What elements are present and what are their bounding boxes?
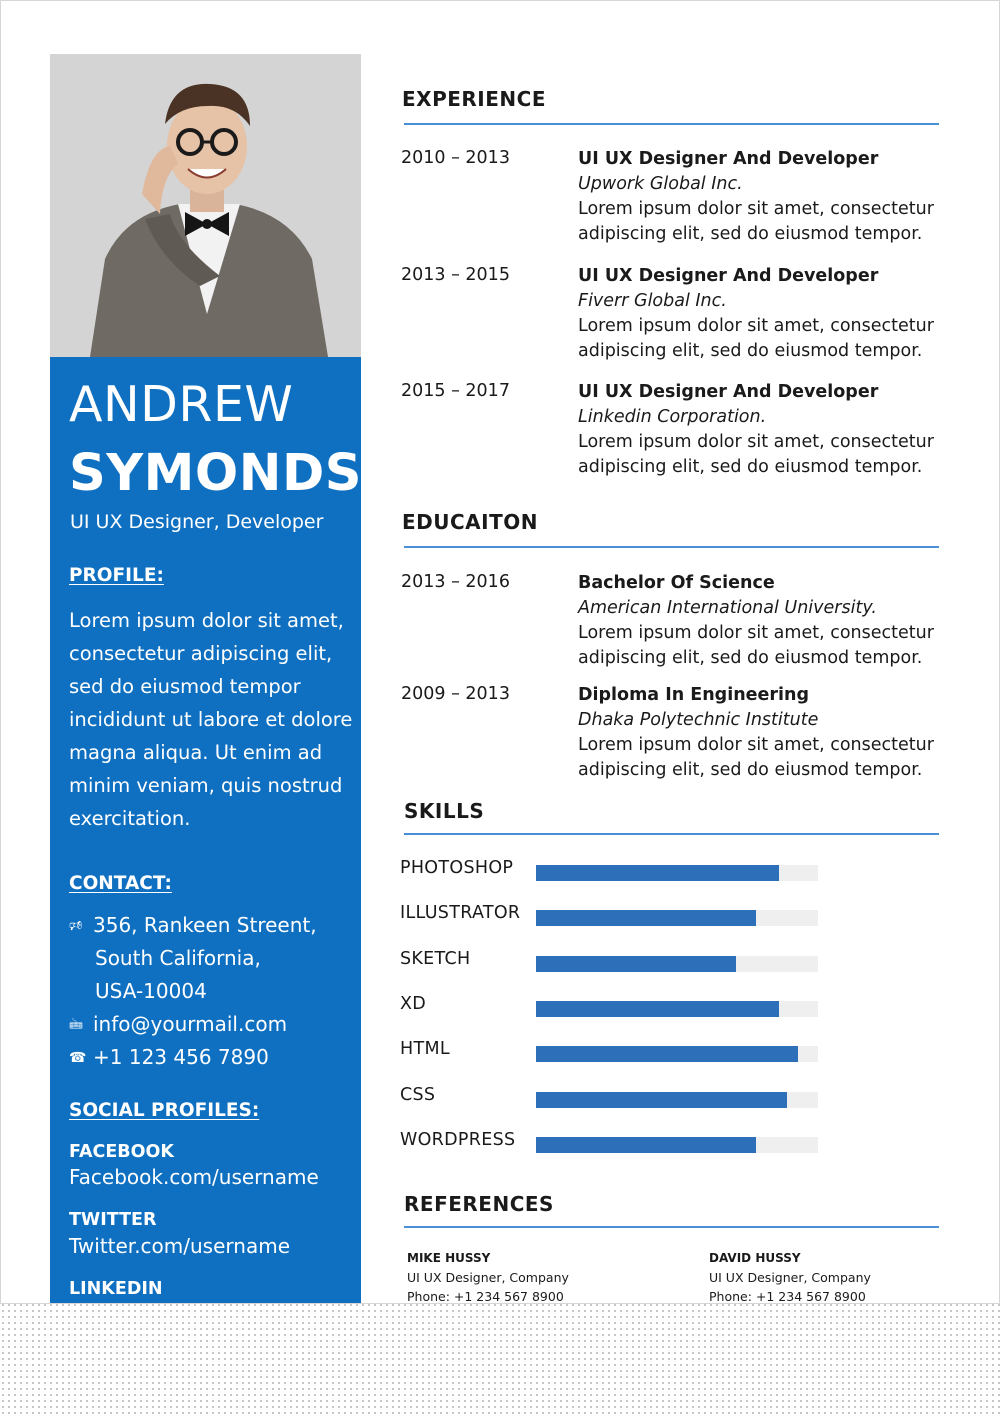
skill-label: ILLUSTRATOR (400, 903, 521, 923)
skill-bar-track (536, 910, 818, 926)
address-line-2: South California, (95, 946, 261, 970)
skills-divider (404, 833, 939, 835)
reference-phone: Phone: +1 234 567 8900 (407, 1289, 564, 1304)
profile-heading: PROFILE: (69, 565, 164, 586)
entry-role: UI UX Designer And Developer (578, 266, 879, 286)
references-heading: REFERENCES (404, 1192, 554, 1216)
skill-bar-track (536, 1046, 818, 1062)
skill-bar-fill (536, 1092, 787, 1108)
entry-role: Diploma In Engineering (578, 685, 810, 705)
experience-entry (578, 147, 948, 247)
skill-label: WORDPRESS (400, 1130, 516, 1150)
skill-bar-fill (536, 1001, 779, 1017)
job-title: UI UX Designer, Developer (70, 511, 324, 533)
skill-label: SKETCH (400, 949, 471, 969)
experience-years: 2010 – 2013 (401, 148, 510, 168)
experience-heading: EXPERIENCE (402, 87, 546, 111)
entry-role: Bachelor Of Science (578, 573, 775, 593)
contact-address (69, 909, 317, 943)
telephone-icon: ☎ (69, 1050, 87, 1066)
skill-label: PHOTOSHOP (400, 858, 514, 878)
reference-name: MIKE HUSSY (407, 1251, 491, 1265)
skill-bar-fill (536, 1046, 798, 1062)
entry-org: Upwork Global Inc. (578, 174, 743, 194)
reference-role: UI UX Designer, Company (709, 1270, 871, 1285)
education-entry (578, 683, 948, 783)
entry-desc: Lorem ipsum dolor sit amet, consectetur adipiscing elit, sed do eiusmod tempor. (578, 735, 934, 780)
education-heading: EDUCAITON (402, 510, 538, 534)
education-years: 2013 – 2016 (401, 572, 510, 592)
skill-label: HTML (400, 1039, 450, 1059)
skill-label: CSS (400, 1085, 436, 1105)
skill-bar-track (536, 1137, 818, 1153)
social-label-facebook: FACEBOOK (69, 1142, 174, 1162)
experience-entry (578, 380, 948, 480)
address-line-1: 356, Rankeen Streent, (93, 913, 317, 937)
experience-years: 2013 – 2015 (401, 265, 510, 285)
skill-bar-track (536, 865, 818, 881)
skill-bar-fill (536, 956, 736, 972)
skill-bar-fill (536, 1137, 756, 1153)
education-years: 2009 – 2013 (401, 684, 510, 704)
social-label-linkedin: LINKEDIN (69, 1279, 163, 1299)
social-heading: SOCIAL PROFILES: (69, 1100, 260, 1121)
entry-desc: Lorem ipsum dolor sit amet, consectetur adipiscing elit, sed do eiusmod tempor. (578, 432, 934, 477)
contact-phone (69, 1041, 269, 1075)
reference-card (407, 1249, 569, 1304)
entry-desc: Lorem ipsum dolor sit amet, consectetur adipiscing elit, sed do eiusmod tempor. (578, 316, 934, 361)
profile-photo (50, 54, 361, 357)
reference-name: DAVID HUSSY (709, 1251, 801, 1265)
last-name: SYMONDS (69, 444, 363, 503)
email-value[interactable]: info@yourmail.com (93, 1012, 288, 1036)
experience-years: 2015 – 2017 (401, 381, 510, 401)
envelope-icon: 🖮 (69, 1017, 83, 1033)
entry-org: Fiverr Global Inc. (578, 291, 727, 311)
reference-role: UI UX Designer, Company (407, 1270, 569, 1285)
portrait-illustration (50, 54, 361, 357)
entry-org: Linkedin Corporation. (578, 407, 767, 427)
social-label-twitter: TWITTER (69, 1210, 157, 1230)
entry-org: Dhaka Polytechnic Institute (578, 710, 819, 730)
entry-desc: Lorem ipsum dolor sit amet, consectetur adipiscing elit, sed do eiusmod tempor. (578, 199, 934, 244)
contact-heading: CONTACT: (69, 873, 172, 894)
education-divider (404, 546, 939, 548)
phone-value: +1 123 456 7890 (93, 1045, 269, 1069)
references-divider (404, 1226, 939, 1228)
skill-bar-track (536, 956, 818, 972)
experience-divider (404, 123, 939, 125)
entry-role: UI UX Designer And Developer (578, 149, 879, 169)
skill-label: XD (400, 994, 427, 1014)
reference-phone: Phone: +1 234 567 8900 (709, 1289, 866, 1304)
entry-role: UI UX Designer And Developer (578, 382, 879, 402)
contact-email (69, 1008, 287, 1042)
social-link-facebook[interactable]: Facebook.com/username (69, 1165, 319, 1189)
address-line-3: USA-10004 (95, 979, 207, 1003)
education-entry (578, 571, 948, 671)
first-name: ANDREW (69, 376, 294, 433)
sidebar (50, 54, 361, 1304)
skill-bar-fill (536, 910, 756, 926)
social-link-twitter[interactable]: Twitter.com/username (69, 1234, 290, 1258)
skill-bar-track (536, 1092, 818, 1108)
megaphone-icon: 🕫 (69, 918, 83, 934)
skills-heading: SKILLS (404, 799, 485, 823)
reference-card (709, 1249, 871, 1304)
skill-bar-fill (536, 865, 779, 881)
profile-text: Lorem ipsum dolor sit amet, consectetur adipiscing elit, sed do eiusmod tempor incididunt ut labore et dolore magna aliqua. Ut enim ad minim veniam, quis nostrud exercitation. (69, 609, 353, 830)
skill-bar-track (536, 1001, 818, 1017)
experience-entry (578, 264, 948, 364)
entry-org: American International University. (578, 598, 877, 618)
entry-desc: Lorem ipsum dolor sit amet, consectetur adipiscing elit, sed do eiusmod tempor. (578, 623, 934, 668)
